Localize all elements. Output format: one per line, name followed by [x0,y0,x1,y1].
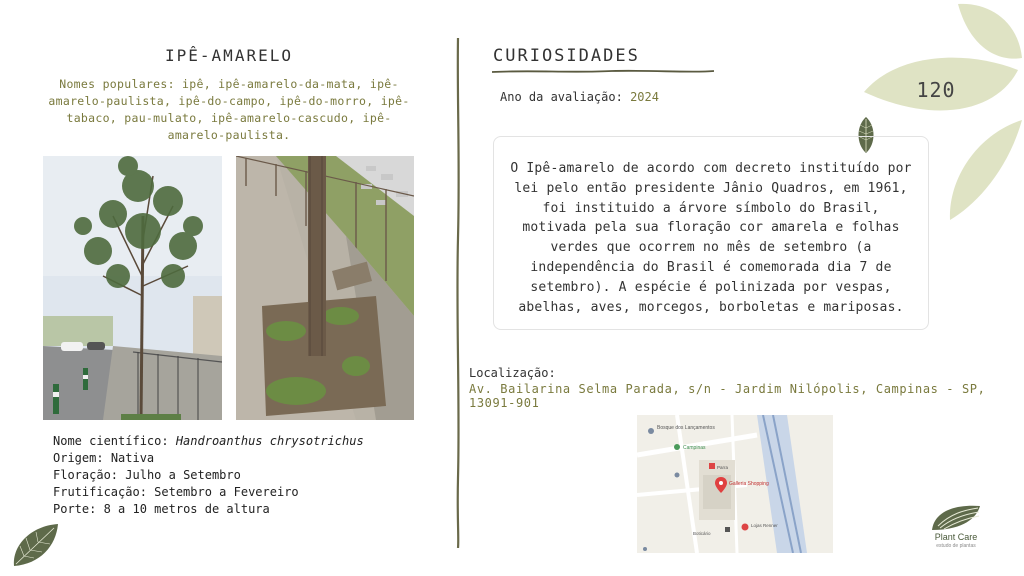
map-label-4: Galleria Shopping [729,481,769,487]
species-title: IPÊ-AMARELO [165,46,293,65]
logo-name: Plant Care [934,532,978,542]
curiosity-text: O Ipê-amarelo de acordo com decreto instituído por lei pelo então presidente Jânio Quadros, em 1961, foi instituido a árvore símbolo do Brasil, motivada pela sua floração cor amarela e folhas verdes que ocorrem no mês de setembro (a independência do Brasil é comemorada dia 7 de setembro). A espécie é polinizada por vespas, abelhas, aves, morcegos, borboletas e mariposas. [510,161,912,315]
map-label-2: Campinas [683,445,706,451]
fact-origin: Origem: Nativa [53,451,155,465]
curiosity-box [493,136,929,330]
fact-size: Porte: 8 a 10 metros de altura [53,502,270,516]
fact-flowering: Floração: Julho a Setembro [53,468,241,482]
fact-scientific-name: Nome científico: Handroanthus chrysotrichus [53,434,364,448]
popular-names: Nomes populares: ipê, ipê-amarelo-da-mata, ipê-amarelo-paulista, ipê-do-campo, ipê-do-morro, ipê-tabaco, pau-mulato, ipê-amarelo-cascudo, ipê-amarelo-paulista. [48,77,410,142]
map-label-5: Lojas Renner [751,523,778,528]
map-label-1: Bosque dos Lançamentos [657,425,715,431]
map-label-3: Parra [717,465,729,470]
curiosities-title: CURIOSIDADES [493,46,640,66]
page-number: 120 [916,78,956,102]
location-address: Av. Bailarina Selma Parada, s/n - Jardim Nilópolis, Campinas - SP, 13091-901 [469,382,986,410]
trunk-photo [236,156,414,420]
location-map[interactable] [637,415,833,553]
tree-photo [43,156,222,420]
vertical-divider [452,38,464,548]
plant-care-logo-icon [930,502,982,532]
fact-fruiting: Frutificação: Setembro a Fevereiro [53,485,299,499]
evaluation-year: Ano da avaliação: 2024 [500,90,659,104]
title-underline [492,69,714,75]
leaf-decoration-bottom-left [10,522,60,568]
logo-tagline: estudo de plantas [936,543,976,549]
location-label: Localização: [469,366,556,380]
species-facts [53,433,364,518]
map-label-6: Boticário [693,531,711,536]
